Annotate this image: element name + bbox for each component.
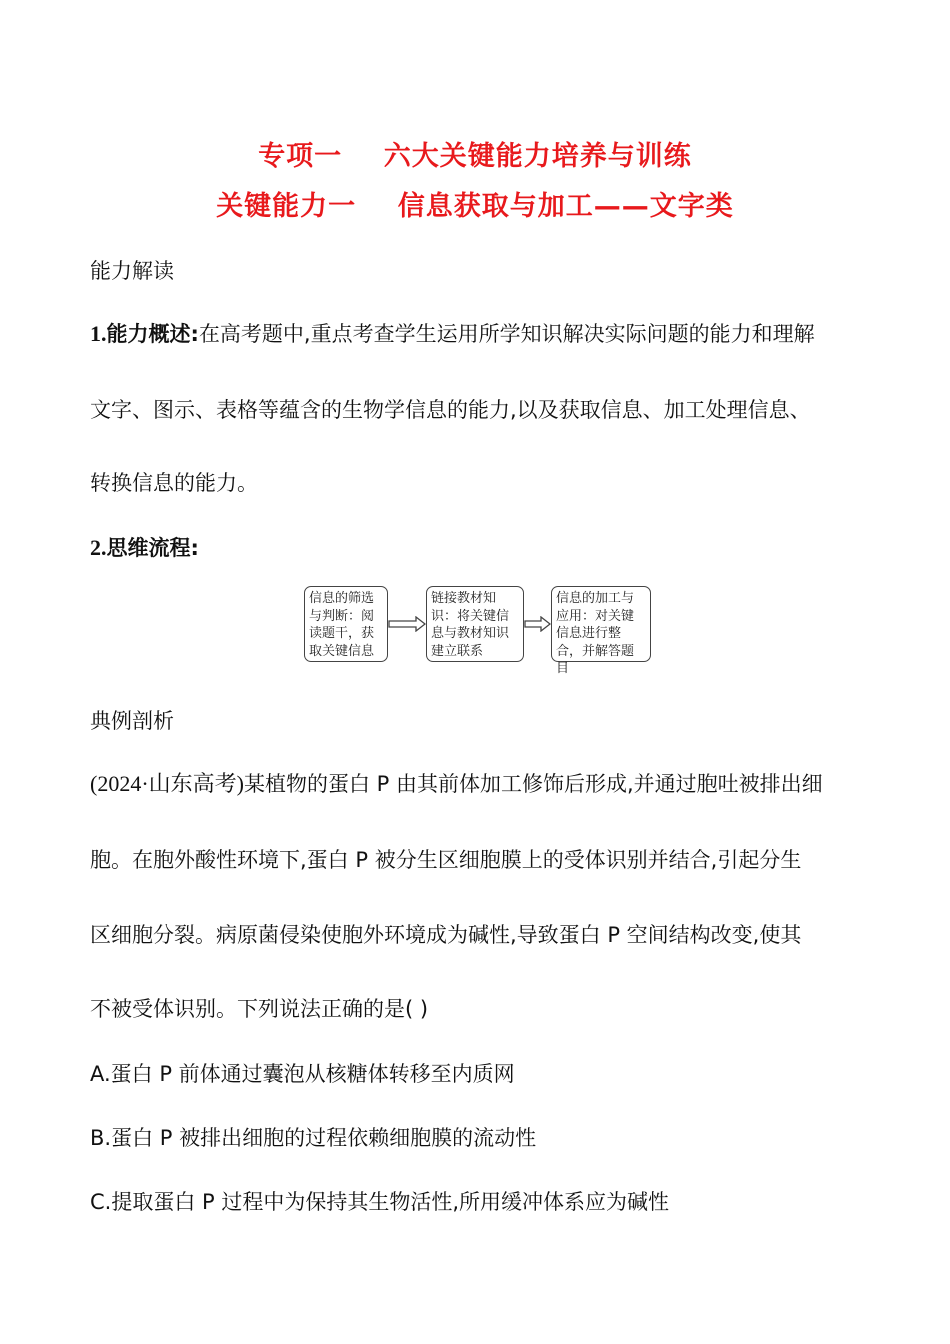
overview-number: 1. [90,321,107,346]
question-line-1 [90,770,823,798]
arrow-right-icon [524,616,551,632]
flow-heading [90,534,199,562]
flow-box-processing: 信息的加工与应用：对关键信息进行整合，并解答题目 [551,586,651,662]
arrow-right-icon [388,616,426,632]
flow-box-screening: 信息的筛选与判断：阅读题干，获取关键信息 [304,586,388,662]
overview-line-2: 文字、图示、表格等蕴含的生物学信息的能力,以及获取信息、加工处理信息、 [90,398,811,422]
question-source: (2024·山东高考) [90,771,244,796]
option-a: A.蛋白 P 前体通过囊泡从核糖体转移至内质网 [90,1062,515,1086]
flow-number: 2. [90,535,107,560]
flow-box-linking: 链接教材知识：将关键信息与教材知识建立联系 [426,586,524,662]
overview-line-3: 转换信息的能力。 [90,471,258,495]
option-b: B.蛋白 P 被排出细胞的过程依赖细胞膜的流动性 [90,1126,537,1150]
question-line-2: 胞。在胞外酸性环境下,蛋白 P 被分生区细胞膜上的受体识别并结合,引起分生 [90,848,802,872]
overview-label: 能力概述: [106,322,199,346]
section-example-analysis: 典例剖析 [90,709,174,733]
page-title: 专项一 六大关键能力培养与训练 [258,141,692,172]
thinking-flowchart [300,586,660,676]
question-line-3: 区细胞分裂。病原菌侵染使胞外环境成为碱性,导致蛋白 P 空间结构改变,使其 [90,923,802,947]
overview-line-1 [90,320,815,348]
question-line-4: 不被受体识别。下列说法正确的是( ) [90,997,429,1021]
section-ability-reading: 能力解读 [90,259,174,283]
flow-label: 思维流程: [106,536,199,560]
question-text-1: 某植物的蛋白 P 由其前体加工修饰后形成,并通过胞吐被排出细 [243,772,823,796]
overview-text-1: 在高考题中,重点考查学生运用所学知识解决实际问题的能力和理解 [198,322,815,346]
option-c: C.提取蛋白 P 过程中为保持其生物活性,所用缓冲体系应为碱性 [90,1190,670,1214]
page-subtitle: 关键能力一 信息获取与加工——文字类 [216,191,734,222]
